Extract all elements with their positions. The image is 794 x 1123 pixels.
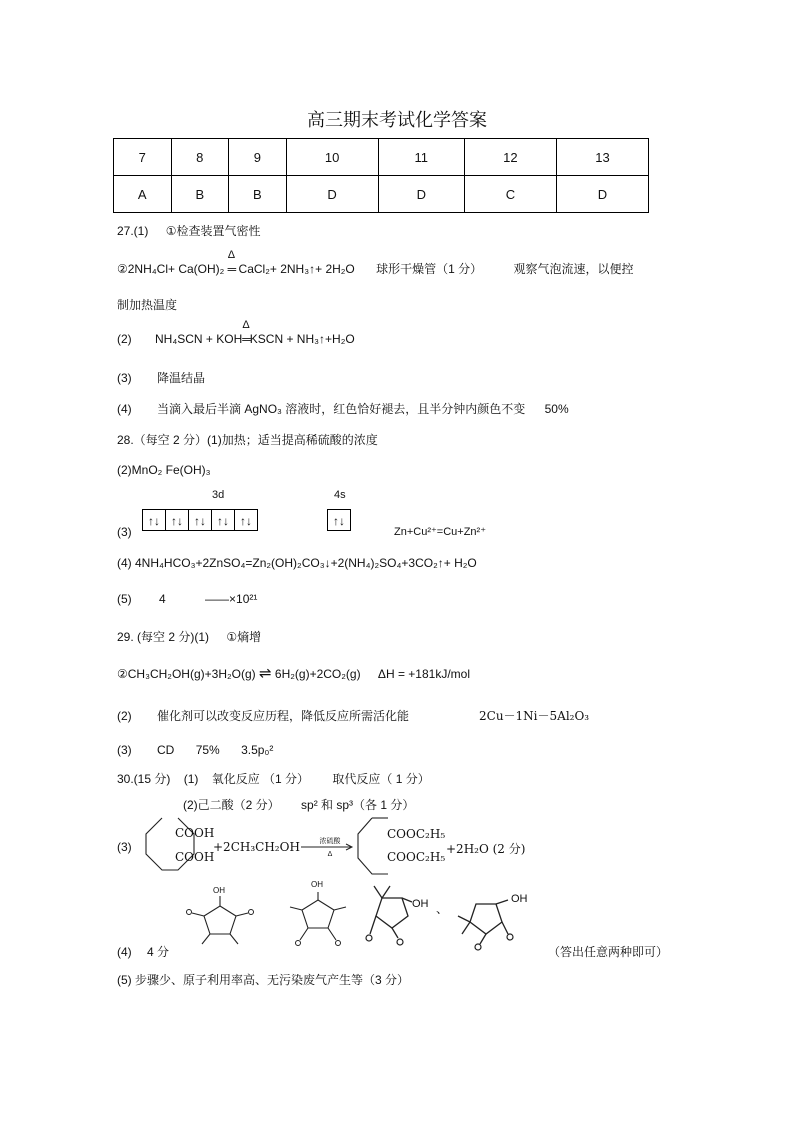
- q30-part1: [117, 770, 430, 787]
- carbonyl-bond: [328, 928, 336, 940]
- orbital-diagram-3d: [142, 509, 257, 531]
- q27-p3-text: 降温结晶: [157, 371, 206, 385]
- q30-p2-b: sp² 和 sp³（各 1 分）: [301, 798, 415, 812]
- heat-equals-symbol: Δ ═: [242, 319, 250, 346]
- q27-eq2-reactants: NH₄SCN + KOH: [155, 332, 243, 346]
- carbonyl-bond: [300, 928, 308, 940]
- q27-eq1-reactants: ②2NH₄Cl+ Ca(OH)₂: [117, 262, 225, 276]
- q27-part3: [117, 369, 205, 386]
- answer-cell: D: [378, 176, 464, 213]
- orbital-box: ↑↓: [211, 509, 235, 531]
- ring-bond: [470, 904, 502, 934]
- question-number: 9: [229, 139, 287, 176]
- q27-p4-percent: 50%: [544, 402, 569, 416]
- q27-eq1-products: CaCl₂+ 2NH₃↑+ 2H₂O: [238, 262, 355, 276]
- ester-top: COOC₂H₅: [387, 827, 446, 841]
- delta-h-value: +181kJ/mol: [408, 667, 470, 681]
- q29-p3-label: (3): [117, 743, 132, 757]
- equilibrium-arrow: ⇌: [258, 665, 272, 682]
- oh-label: OH: [412, 898, 429, 910]
- orbital-box: ↑↓: [142, 509, 166, 531]
- q30-part5: (5) 步骤少、原子利用率高、无污染废气产生等（3 分）: [117, 973, 410, 987]
- q29-eq-left: ②CH₃CH₂OH(g)+3H₂O(g): [117, 667, 256, 681]
- q27-p4-label: (4): [117, 402, 132, 416]
- q29-head: 29. (每空 2 分)(1): [117, 630, 210, 644]
- q30-part2: [183, 796, 414, 813]
- diketone-structure-3: [360, 872, 430, 952]
- carbonyl-bond: [502, 922, 508, 934]
- question-number: 11: [378, 139, 464, 176]
- methyl-bond: [230, 934, 238, 944]
- oh-label: OH: [213, 886, 225, 895]
- q30-head: 30.(15 分): [117, 772, 171, 786]
- reaction-arrow: [301, 843, 355, 851]
- q27-part2: [117, 319, 355, 346]
- q27-apparatus: 球形干燥管（1 分）: [376, 262, 483, 276]
- oh-label: OH: [311, 880, 323, 889]
- q30-p4-note: （答出任意两种即可）: [548, 945, 669, 959]
- q27-p2-label: (2): [117, 332, 132, 346]
- oh-label: OH: [511, 893, 528, 905]
- carbonyl-bond: [192, 913, 204, 916]
- methyl-bond: [382, 886, 390, 898]
- q28-p5-expression: ——×10²¹: [205, 592, 258, 606]
- label-3d: 3d: [212, 489, 225, 501]
- methyl-bond: [374, 886, 382, 898]
- diester-ring: [354, 814, 394, 878]
- q27-purpose: 观察气泡流速，以便控: [513, 262, 634, 276]
- heat-equals-symbol: Δ ═: [227, 249, 236, 276]
- q28-p3-label: (3): [117, 525, 132, 539]
- label-4s: 4s: [334, 489, 346, 501]
- table-row: [114, 176, 649, 213]
- q30-part4: [117, 943, 169, 960]
- q29-item1: ①熵增: [226, 630, 262, 644]
- ethanol-reagent: +2CH₃CH₂OH: [213, 840, 300, 854]
- ester-bottom: COOC₂H₅: [387, 850, 446, 864]
- answer-cell: B: [171, 176, 229, 213]
- q28-part5: [117, 592, 257, 606]
- ring-bond: [204, 906, 236, 934]
- cooh-bottom: COOH: [175, 850, 215, 864]
- q27-purpose-cont: 制加热温度: [117, 298, 178, 312]
- answer-cell: D: [286, 176, 378, 213]
- q30-p4-label: (4): [117, 945, 132, 959]
- q29-p2-label: (2): [117, 709, 132, 723]
- methyl-bond: [462, 922, 470, 934]
- oxygen-atom: [187, 910, 192, 915]
- q27-p4-text: 当滴入最后半滴 AgNO₃ 溶液时，红色恰好褪去，且半分钟内颜色不变: [157, 402, 526, 416]
- q27-head: 27.(1): [117, 224, 149, 238]
- oxygen-atom: [366, 935, 372, 941]
- q30-p4-text: 4 分: [147, 945, 170, 959]
- q29-p3-c: 3.5p₀²: [241, 743, 274, 757]
- page-title: 高三期末考试化学答案: [307, 110, 487, 131]
- q29-p2-text: 催化剂可以改变反应历程，降低反应所需活化能: [157, 709, 410, 723]
- q29-part2: [117, 707, 409, 724]
- methyl-bond: [202, 934, 210, 944]
- orbital-box: ↑↓: [165, 509, 189, 531]
- q27-item1: ①检查装置气密性: [165, 224, 261, 238]
- oh-bond: [496, 900, 508, 904]
- methyl-bond: [458, 916, 470, 922]
- q29-eq-right: 6H₂(g)+2CO₂(g): [274, 667, 361, 681]
- carbonyl-bond: [480, 934, 486, 944]
- question-number: 10: [286, 139, 378, 176]
- delta-h-label: ΔH =: [377, 667, 405, 681]
- q27-eq2-products: KSCN + NH₃↑+H₂O: [249, 332, 355, 346]
- q30-p3-label: (3): [117, 840, 132, 854]
- heat-symbol: Δ: [227, 249, 236, 261]
- question-number: 12: [464, 139, 556, 176]
- question-number: 8: [171, 139, 229, 176]
- oxygen-atom: [475, 944, 481, 950]
- question-number: 7: [114, 139, 172, 176]
- q30-p2: (2)己二酸（2 分）: [183, 798, 280, 812]
- ring-bond: [358, 818, 388, 874]
- carbonyl-bond: [370, 916, 376, 934]
- q29-p3-a: CD: [157, 743, 175, 757]
- cooh-top: COOH: [175, 826, 215, 840]
- orbital-box: ↑↓: [188, 509, 212, 531]
- orbital-box: ↑↓: [327, 509, 351, 531]
- q27-part4: [117, 400, 569, 417]
- answer-cell: C: [464, 176, 556, 213]
- ring-bond: [302, 900, 334, 928]
- diketone-structure-2: [278, 880, 358, 952]
- oxygen-atom: [507, 934, 513, 940]
- answer-cell: A: [114, 176, 172, 213]
- oxygen-atom: [397, 939, 403, 945]
- methyl-bond: [290, 907, 302, 910]
- q28-p3-equation: Zn+Cu²⁺=Cu+Zn²⁺: [394, 526, 487, 538]
- q30-p1-a: 氧化反应 （1 分）: [211, 772, 310, 786]
- q29-p3-b: 75%: [195, 743, 220, 757]
- answer-cell: D: [556, 176, 648, 213]
- conditions-bottom: Δ: [327, 851, 333, 858]
- q27-p3-label: (3): [117, 371, 132, 385]
- q28-part4: (4) 4NH₄HCO₃+2ZnSO₄=Zn₂(OH)₂CO₃↓+2(NH₄)₂SO₄+3CO₂↑+ H₂O: [117, 556, 477, 570]
- q27-part1: [117, 222, 260, 239]
- ring-bond: [376, 898, 408, 928]
- q29-catalyst: 2Cu－1Ni－5Al₂O₃: [479, 709, 590, 723]
- q28-p5-label: (5): [117, 592, 132, 606]
- carbonyl-bond: [392, 928, 398, 938]
- q29-part3: [117, 743, 273, 757]
- table-row: [114, 139, 649, 176]
- q28-part1: 28.（每空 2 分）(1)加热；适当提高稀硫酸的浓度: [117, 433, 378, 447]
- q30-p1-label: (1): [183, 772, 199, 786]
- oxygen-atom: [296, 941, 301, 946]
- q28-part2: (2)MnO₂ Fe(OH)₃: [117, 463, 211, 477]
- q27-equation-1: [117, 249, 634, 277]
- diketone-structure-1: [180, 886, 260, 948]
- q29-part1: [117, 628, 261, 645]
- methyl-bond: [334, 907, 346, 910]
- orbital-box: ↑↓: [234, 509, 258, 531]
- separator-mark: 、: [436, 902, 449, 916]
- orbital-diagram-4s: [327, 509, 350, 531]
- water-product: +2H₂O (2 分): [446, 842, 526, 856]
- carbonyl-bond: [236, 913, 248, 916]
- oxygen-atom: [336, 941, 341, 946]
- q30-p1-b: 取代反应（ 1 分）: [332, 772, 430, 786]
- q29-equation: [117, 664, 470, 682]
- oxygen-atom: [249, 910, 254, 915]
- question-number: 13: [556, 139, 648, 176]
- answer-table: [113, 138, 649, 213]
- answer-cell: B: [229, 176, 287, 213]
- q28-p5-value: 4: [159, 592, 166, 606]
- conditions-top: 浓硫酸: [319, 838, 341, 845]
